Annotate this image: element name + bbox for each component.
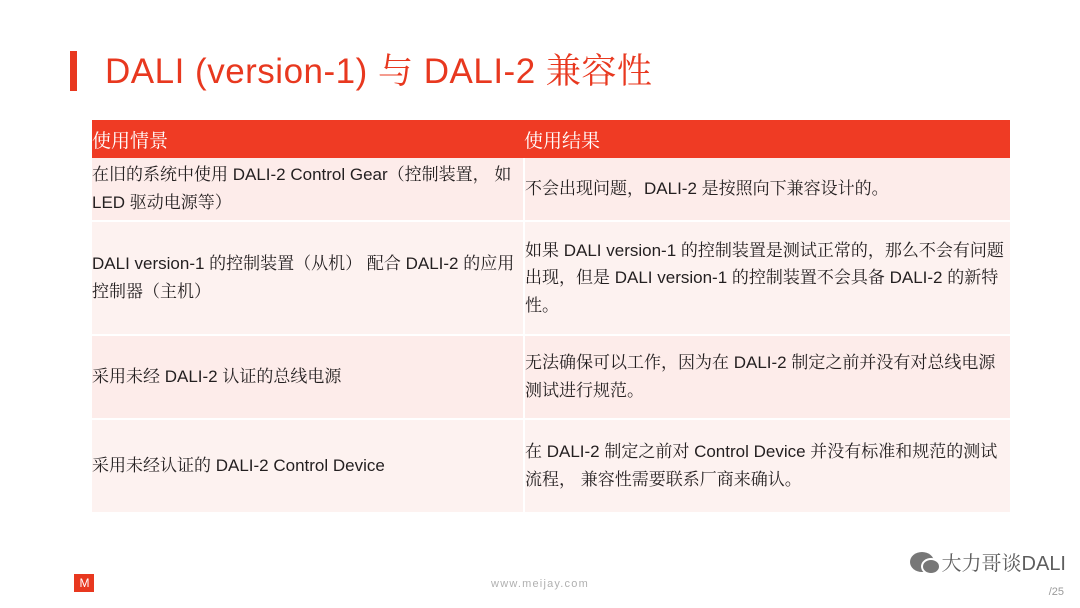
brand-logo-icon: M: [74, 574, 94, 592]
compatibility-table: [92, 120, 1010, 514]
table-header-result: 使用结果: [524, 120, 1010, 158]
cell-scenario: DALI version-1 的控制装置（从机） 配合 DALI-2 的应用控制器（主机）: [92, 221, 524, 335]
cell-result: 如果 DALI version-1 的控制装置是测试正常的，那么不会有问题出现，但是 DALI version-1 的控制装置不会具备 DALI-2 的新特性。: [524, 221, 1010, 335]
cell-scenario: 在旧的系统中使用 DALI-2 Control Gear（控制装置， 如 LED 驱动电源等）: [92, 158, 524, 221]
table-header-scenario: 使用情景: [92, 120, 524, 158]
watermark-text: 大力哥谈DALI: [941, 553, 1066, 575]
title-text: DALI (version-1) 与 DALI-2 兼容性: [105, 52, 653, 91]
title-accent-bar: [70, 51, 77, 91]
table-row: [92, 221, 1010, 335]
page-title: [70, 44, 652, 94]
table-row: [92, 419, 1010, 513]
cell-result: 无法确保可以工作，因为在 DALI-2 制定之前并没有对总线电源测试进行规范。: [524, 335, 1010, 419]
cell-result: 在 DALI-2 制定之前对 Control Device 并没有标准和规范的测试流程， 兼容性需要联系厂商来确认。: [524, 419, 1010, 513]
cell-scenario: 采用未经 DALI-2 认证的总线电源: [92, 335, 524, 419]
table-row: [92, 158, 1010, 221]
cell-scenario: 采用未经认证的 DALI-2 Control Device: [92, 419, 524, 513]
page-number: /25: [1048, 586, 1064, 598]
table-header-row: [92, 120, 1010, 158]
table-row: [92, 335, 1010, 419]
wechat-icon: [910, 552, 934, 572]
cell-result: 不会出现问题，DALI-2 是按照向下兼容设计的。: [524, 158, 1010, 221]
footer-url: www.meijay.com: [491, 578, 589, 590]
watermark: [910, 547, 1066, 576]
